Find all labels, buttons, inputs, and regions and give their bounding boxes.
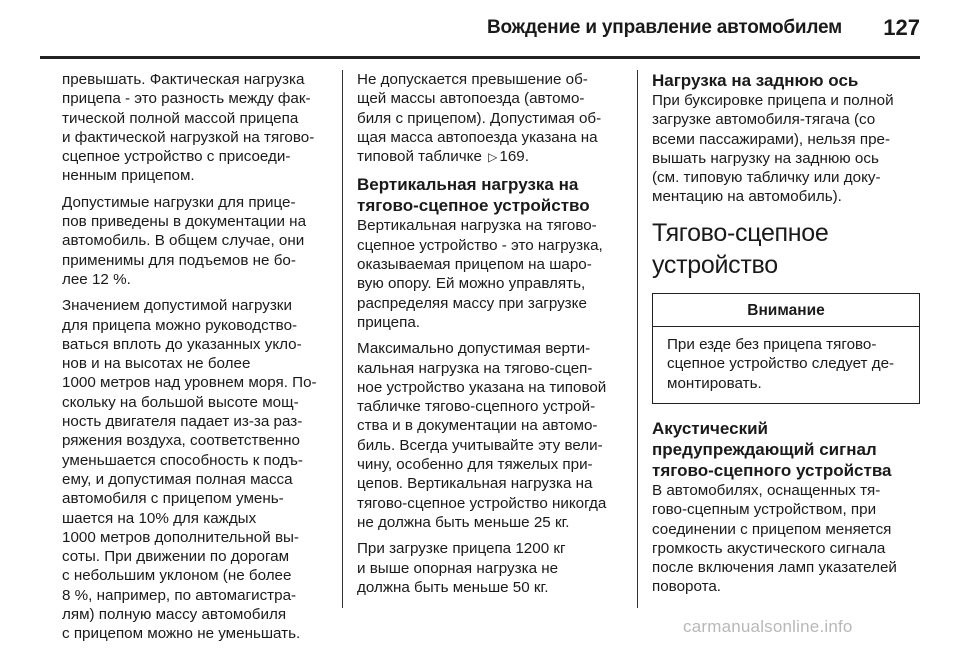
text-line: При буксировке прицепа и полной <box>652 92 894 109</box>
text-line: громкость акустического сигнала <box>652 539 886 557</box>
text-line: сцепное устройство - это нагрузка, <box>357 236 603 254</box>
text-line: тягово-сцепное устройство <box>357 196 590 216</box>
text-line: шается на 10% для каждых <box>62 509 257 527</box>
notice-body <box>653 327 919 403</box>
paragraph <box>357 216 630 332</box>
text-line: соты. При движении по дорогам <box>62 548 290 566</box>
text-line: 8 %, например, по автомагистра- <box>62 586 297 604</box>
section-heading <box>357 174 630 216</box>
text-line: 1000 метров над уровнем моря. По- <box>62 374 317 392</box>
text-line: всеми пассажирами), нельзя пре- <box>652 130 891 148</box>
text-line: автомобиль. В общем случае, они <box>62 232 305 250</box>
text-line: пов приведены в документации на <box>62 213 307 231</box>
section-heading <box>652 70 922 91</box>
text-line: ваться вплоть до указанных укло- <box>62 335 302 353</box>
text-line: Тягово-сцепное <box>652 218 829 247</box>
column-1 <box>62 70 338 651</box>
text-line: Максимально допустимая верти- <box>357 340 591 358</box>
paragraph <box>652 91 922 207</box>
text-line: распределяя массу при загрузке <box>357 294 587 312</box>
text-line: прицепа - это разность между фак- <box>62 90 311 108</box>
plate-text: типовой табличке <box>357 148 482 166</box>
text-line: автомобиля с прицепом умень- <box>62 490 284 508</box>
text-line: При загрузке прицепа 1200 кг <box>357 540 566 558</box>
text-line: для прицепа можно руководство- <box>62 316 298 334</box>
text-line: тягово-сцепное устройство никогда <box>357 494 607 512</box>
paragraph <box>357 539 630 597</box>
text-line: загрузке автомобиля-тягача (со <box>652 111 876 129</box>
text-line: вышать нагрузку на заднюю ось <box>652 149 879 167</box>
text-line: сцепное устройство следует де- <box>667 355 895 373</box>
text-line: сцепное устройство с присоеди- <box>62 148 291 166</box>
text-line: тягово-сцепного устройства <box>652 460 892 480</box>
text-line: вую опору. Ей можно управлять, <box>357 275 586 293</box>
header-rule <box>40 56 920 59</box>
text-line: после включения ламп указателей <box>652 559 897 577</box>
text-line: (см. типовую табличку или доку- <box>652 169 881 187</box>
text-line: Вертикальная нагрузка на тягово- <box>357 217 597 235</box>
chapter-heading <box>652 217 922 281</box>
page-title: Вождение и управление автомобилем <box>487 17 842 38</box>
text-line: ряжения воздуха, соответственно <box>62 432 301 450</box>
page-reference-arrow-icon[interactable]: ▷ <box>488 150 498 165</box>
text-line: табличке тягово-сцепного устрой- <box>357 398 596 416</box>
column-2 <box>357 70 630 604</box>
text-line: применимы для подъемов не бо- <box>62 251 296 269</box>
text-line: нов и на высотах не более <box>62 355 251 373</box>
paragraph-lines <box>357 70 630 147</box>
text-line: не должна быть меньше 25 кг. <box>357 513 570 531</box>
text-line: ства и в документации на автомо- <box>357 417 598 435</box>
text-line: лее 12 %. <box>62 270 131 288</box>
paragraph <box>357 339 630 532</box>
text-line: Не допускается превышение об- <box>357 71 588 88</box>
text-line: с небольшим уклоном (не более <box>62 567 292 585</box>
text-line: чину, особенно для тяжелых при- <box>357 456 593 474</box>
text-line: Нагрузка на заднюю ось <box>652 71 859 90</box>
text-line: ненным прицепом. <box>62 167 195 185</box>
column-divider <box>342 70 343 608</box>
text-line: с прицепом можно не уменьшать. <box>62 625 301 643</box>
text-line: монтировать. <box>667 374 762 392</box>
text-line: уменьшается способность к подъ- <box>62 451 303 469</box>
page-reference[interactable]: 169. <box>499 148 529 166</box>
text-line: В автомобилях, оснащенных тя- <box>652 481 881 499</box>
text-line: прицепа. <box>357 313 421 331</box>
text-line: Значением допустимой нагрузки <box>62 297 292 315</box>
page-header <box>0 0 960 50</box>
text-line: кальная нагрузка на тягово-сцеп- <box>357 359 593 377</box>
text-line: тической полной массой прицепа <box>62 109 299 127</box>
text-line: биля с прицепом). Допустимая об- <box>357 109 602 127</box>
text-line: биль. Всегда учитывайте эту вели- <box>357 436 603 454</box>
text-line: оказываемая прицепом на шаро- <box>357 256 592 274</box>
notice-title: Внимание <box>653 294 919 327</box>
text-line: ность двигателя падает из-за раз- <box>62 413 303 431</box>
paragraph <box>62 193 338 289</box>
warning-notice <box>652 293 920 404</box>
text-line: ему, и допустимая полная масса <box>62 470 293 488</box>
text-line: 1000 метров дополнительной вы- <box>62 528 299 546</box>
text-line: При езде без прицепа тягово- <box>667 336 877 354</box>
text-line: Акустический <box>652 418 769 438</box>
text-line: лям) полную массу автомобиля <box>62 606 287 624</box>
text-line: должна быть меньше 50 кг. <box>357 578 549 596</box>
text-line: ное устройство указана на типовой <box>357 378 607 396</box>
paragraph <box>62 70 338 186</box>
text-line: соединении с прицепом меняется <box>652 520 892 538</box>
text-line: гово-сцепным устройством, при <box>652 501 877 519</box>
text-line: устройство <box>652 250 778 279</box>
paragraph-last-line <box>357 147 630 167</box>
text-line: предупреждающий сигнал <box>652 439 877 459</box>
text-line: превышать. Фактическая нагрузка <box>62 71 305 88</box>
section-heading <box>652 418 922 481</box>
text-line: ментацию на автомобиль). <box>652 188 842 206</box>
paragraph <box>652 481 922 597</box>
text-line: поворота. <box>652 578 722 596</box>
text-line: и фактической нагрузкой на тягово- <box>62 128 315 146</box>
column-divider <box>637 70 638 608</box>
text-line: цепов. Вертикальная нагрузка на <box>357 475 593 493</box>
text-line: и выше опорная нагрузка не <box>357 559 559 577</box>
text-line: щая масса автопоезда указана на <box>357 128 598 146</box>
column-3 <box>652 70 922 604</box>
paragraph <box>357 70 630 167</box>
text-line: щей массы автопоезда (автомо- <box>357 90 585 108</box>
page-number: 127 <box>883 15 920 40</box>
paragraph <box>62 296 338 643</box>
text-line: скольку на большой высоте мощ- <box>62 393 299 411</box>
watermark: carmanualsonline.info <box>683 617 853 636</box>
text-line: Вертикальная нагрузка на <box>357 175 579 195</box>
text-line: Допустимые нагрузки для прице- <box>62 193 296 211</box>
